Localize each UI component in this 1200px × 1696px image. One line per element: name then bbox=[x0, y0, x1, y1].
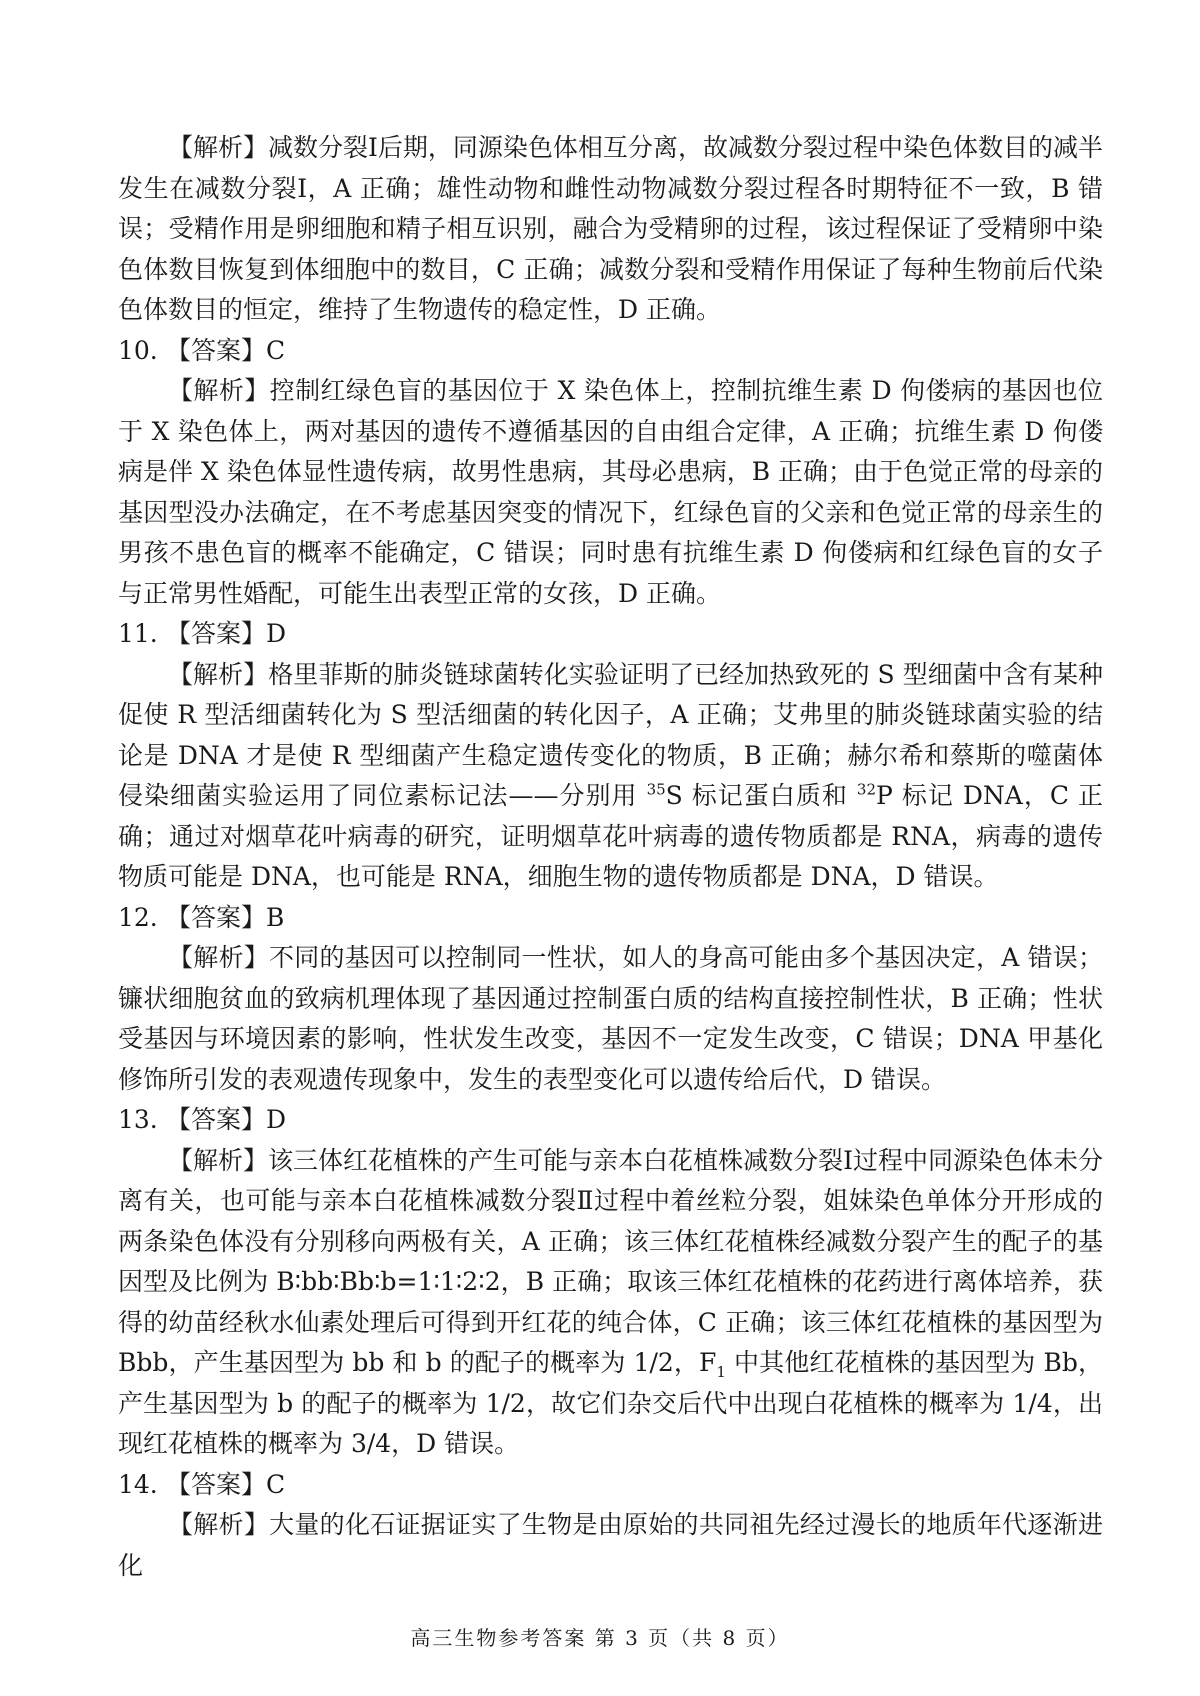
question-number: 14. bbox=[118, 1469, 158, 1499]
answer-text: 【答案】C bbox=[166, 1469, 286, 1499]
q11-answer bbox=[118, 614, 1103, 655]
question-number: 12. bbox=[118, 902, 158, 932]
q12-analysis: 【解析】不同的基因可以控制同一性状，如人的身高可能由多个基因决定，A 错误；镰状细胞贫血的致病机理体现了基因通过控制蛋白质的结构直接控制性状，B 正确；性状受基因与环境因素的影响，性状发生改变，基因不一定发生改变，C 错误；DNA 甲基化修饰所引发的表观遗传现象中，发生的表型变化可以遗传给后代，D 错误。 bbox=[118, 943, 1103, 1094]
isotope-mass-32: 32 bbox=[856, 780, 877, 799]
q13-analysis bbox=[118, 1141, 1103, 1465]
answer-content bbox=[118, 128, 1103, 1586]
q12-answer bbox=[118, 898, 1103, 939]
isotope-mass-35: 35 bbox=[646, 780, 666, 799]
analysis-text: S 标记蛋白质和 bbox=[665, 781, 857, 810]
question-number: 10. bbox=[118, 335, 158, 365]
question-number: 11. bbox=[118, 619, 158, 648]
analysis-text: P 标记 DNA，C 正确；通过对烟草花叶病毒的研究，证明烟草花叶病毒的遗传物质都是 RNA，病毒的遗传物质可能是 DNA，也可能是 RNA，细胞生物的遗传物质都是 DNA，D 错误。 bbox=[118, 781, 1103, 891]
analysis-text: 中其他红花植株的基因型为 Bb，产生基因型为 b 的配子的概率为 1/2，故它们杂交后代中出现白花植株的概率为 1/4，出现红花植株的概率为 3/4，D 错误。 bbox=[118, 1348, 1103, 1458]
answer-text: 【答案】D bbox=[166, 1105, 287, 1134]
q14-answer bbox=[118, 1465, 1103, 1506]
analysis-text: 【解析】格里菲斯的肺炎链球菌转化实验证明了已经加热致死的 S 型细菌中含有某种促使 R 型活细菌转化为 S 型活细菌的转化因子，A 正确；艾弗里的肺炎链球菌实验的结论是 DNA 才是使 R 型细菌产生稳定遗传变化的物质，B 正确；赫尔希和蔡斯的噬菌体侵染细菌实验运用了同位素标记法——分别用 bbox=[118, 659, 1103, 810]
analysis-text: 【解析】该三体红花植株的产生可能与亲本白花植株减数分裂Ⅰ过程中同源染色体未分离有关，也可能与亲本白花植株减数分裂Ⅱ过程中着丝粒分裂，姐妹染色单体分开形成的两条染色体没有分别移向两极有关，A 正确；该三体红花植株经减数分裂产生的配子的基因型及比例为 B∶bb∶Bb∶b=1∶1∶2∶2，B 正确；取该三体红花植株的花药进行离体培养，获得的幼苗经秋水仙素处理后可得到开红花的纯合体，C 正确；该三体红花植株的基因型为 Bbb，产生基因型为 bb 和 b 的配子的概率为 1/2，F bbox=[118, 1145, 1103, 1377]
answer-text: 【答案】C bbox=[166, 335, 286, 365]
generation-subscript: 1 bbox=[716, 1363, 726, 1381]
q9-analysis: 【解析】减数分裂Ⅰ后期，同源染色体相互分离，故减数分裂过程中染色体数目的减半发生在减数分裂Ⅰ，A 正确；雄性动物和雌性动物减数分裂过程各时期特征不一致，B 错误；受精作用是卵细胞和精子相互识别，融合为受精卵的过程，该过程保证了受精卵中染色体数目恢复到体细胞中的数目，C 正确；减数分裂和受精作用保证了每种生物前后代染色体数目的恒定，维持了生物遗传的稳定性，D 正确。 bbox=[118, 133, 1103, 324]
page-footer: 高三生物参考答案 第 3 页（共 8 页） bbox=[410, 1626, 790, 1650]
question-number: 13. bbox=[118, 1105, 158, 1134]
q10-analysis: 【解析】控制红绿色盲的基因位于 X 染色体上，控制抗维生素 D 佝偻病的基因也位于 X 染色体上，两对基因的遗传不遵循基因的自由组合定律，A 正确；抗维生素 D 佝偻病是伴 X 染色体显性遗传病，故男性患病，其母必患病，B 正确；由于色觉正常的母亲的基因型没办法确定，在不考虑基因突变的情况下，红绿色盲的父亲和色觉正常的母亲生的男孩不患色盲的概率不能确定，C 错误；同时患有抗维生素 D 佝偻病和红绿色盲的女子与正常男性婚配，可能生出表型正常的女孩，D 正确。 bbox=[118, 376, 1104, 608]
q13-answer bbox=[118, 1100, 1103, 1141]
answer-text: 【答案】B bbox=[166, 902, 285, 932]
q14-analysis: 【解析】大量的化石证据证实了生物是由原始的共同祖先经过漫长的地质年代逐渐进化 bbox=[118, 1510, 1103, 1580]
answer-text: 【答案】D bbox=[166, 619, 287, 648]
q10-answer bbox=[118, 331, 1103, 372]
q11-analysis bbox=[118, 655, 1103, 898]
